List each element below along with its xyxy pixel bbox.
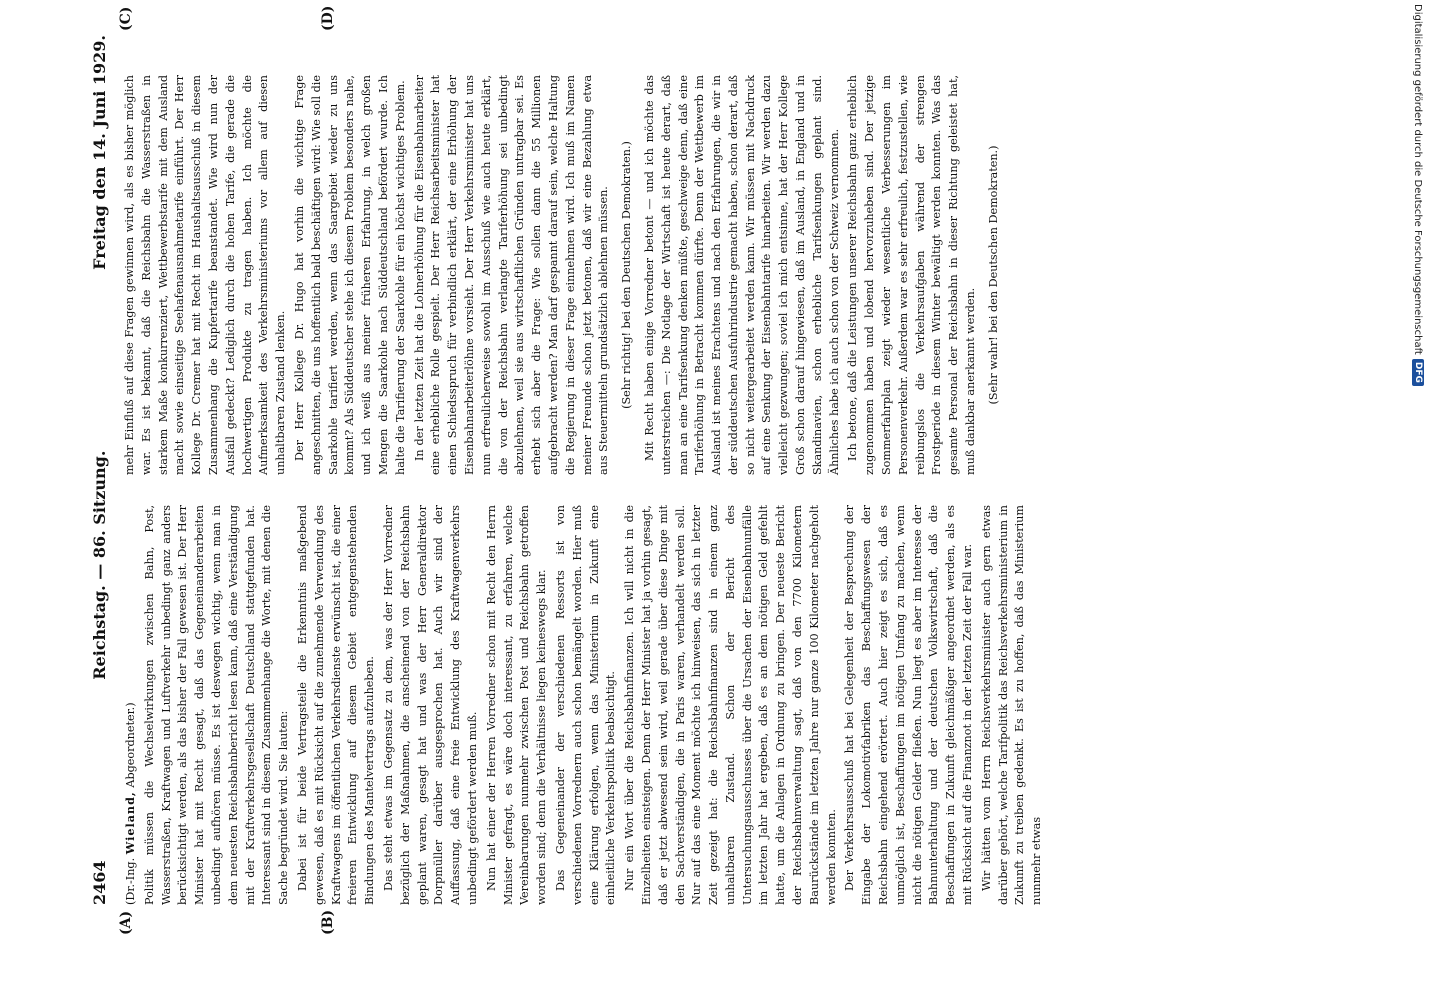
body-paragraph: Wir hätten vom Herrn Reichsverkehrsminister auch gern etwas darüber gehört, welche Tarifpolitik das Reichsverkehrsministerium in Zukunft zu treiben gedenkt. Es ist zu hoffen, daß das Ministerium nunmehr etwas xyxy=(979,505,1044,905)
body-paragraph: In der letzten Zeit hat die Lohnerhöhung für die Eisenbahnarbeiter eine erhebliche Rolle gespielt. Der Herr Reichsarbeitsminister hat einen Schiedsspruch für verbindlich erklärt, der eine Erhöhung der Eisenbahnarbeiterlöhne vorsieht. Der Herr Verkehrsminister hat uns nun erfreulicherweise sowohl im Ausschuß wie auch heute erklärt, die von der Reichsbahn verlangte Tariferhöhung sei unbedingt abzulehnen, weil sie aus wirtschaftlichen Gründen untragbar sei. Es erhebt sich aber die Frage: Wie sollen dann die 55 Millionen aufgebracht werden? Man darf gespannt darauf sein, welche Haltung die Regierung in dieser Frage einnehmen wird. Ich muß im Namen meiner Freunde schon jetzt betonen, daß wir eine Bezahlung etwa aus Steuermitteln grundsätzlich ablehnen müssen. xyxy=(412,75,611,475)
right-column xyxy=(122,75,1000,475)
speaker-line xyxy=(122,505,140,905)
body-paragraph: Ich betone, daß die Leistungen unserer Reichsbahn ganz erheblich zugenommen haben und lobend hervorzuheben sind. Der jetzige Sommerfahrplan zeigt wieder wesentliche Verbesserungen im Personenverkehr. Außerdem war es sehr erfreulich, festzustellen, wie reibungslos die Verkehrsaufgaben während der strengen Frostperiode in diesem Winter bewältigt werden konnten. Was das gesamte Personal der Reichsbahn in dieser Richtung geleistet hat, muß dankbar anerkannt werden. xyxy=(846,75,978,475)
page-header xyxy=(90,35,112,905)
body-paragraph: Der Verkehrsausschuß hat bei Gelegenheit der Besprechung der Eingabe der Lokomotivfabriken das Beschaffungswesen der Reichsbahn eingehend erörtert. Auch hier zeigt es sich, daß es unmöglich ist, Beschaffungen im nötigen Umfang zu machen, wenn nicht die nötigen Gelder fließen. Nun liegt es aber im Interesse der Bahnunterhaltung und der deutschen Volkswirtschaft, daß die Beschaffungen in Zukunft gleichmäßiger angeordnet werden, als es mit Rücksicht auf die Finanznot in der letzten Zeit der Fall war. xyxy=(843,505,975,905)
body-paragraph: Das steht etwas im Gegensatz zu dem, was der Herr Vorredner bezüglich der Maßnahmen, die anscheinend von der Reichsbahn geplant waren, gesagt hat und was der Herr Generaldirektor Dorpmüller darüber ausgesprochen hat. Auch wir sind der Auffassung, daß eine freie Entwicklung des Kraftwagenverkehrs unbedingt gefördert werden muß. xyxy=(381,505,479,905)
speaker-name: Wieland, xyxy=(123,791,137,855)
left-column xyxy=(122,505,1044,905)
margin-letter-a: (A) xyxy=(118,910,134,935)
credit-text: Digitalisierung gefördert durch die Deutsche Forschungsgemeinschaft xyxy=(1412,4,1424,355)
body-paragraph: Politik müssen die Wechselwirkungen zwischen Bahn, Post, Wasserstraßen, Kraftwagen und Luftverkehr unbedingt ganz anders berücksichtigt werden, als das bisher der Fall gewesen ist. Der Herr Minister hat mit Recht gesagt, daß das Gegeneinanderarbeiten unbedingt aufhören müsse. Es ist deswegen wichtig, wenn man in dem neuesten Reichsbahnbericht lesen kann, daß eine Verständigung mit der Kraftverkehrsgesellschaft Deutschland stattgefunden hat. Interessant sind in diesem Zusammenhange die Worte, mit denen die Sache begründet wird. Sie lauten: xyxy=(142,505,291,905)
body-paragraph: Das Gegeneinander der verschiedenen Ressorts ist von verschiedenen Vorrednern auch schon bemängelt worden. Hier muß eine Klärung erfolgen, wenn das Ministerium in Zukunft eine einheitliche Verkehrspolitik beabsichtigt. xyxy=(553,505,618,905)
page-number: 2464 xyxy=(90,860,109,905)
speaker-role: Abgeordneter.) xyxy=(124,702,137,788)
scanned-page xyxy=(90,5,1044,935)
body-paragraph: Mit Recht haben einige Vorredner betont — und ich möchte das unterstreichen —: Die Notlage der Wirtschaft ist heute derart, daß man an eine Tarifsenkung denken müßte, geschweige denn, daß eine Tariferhöhung in Betracht kommen dürfte. Denn der Wettbewerb im Ausland ist meines Erachtens und nach den Erfahrungen, die wir in der süddeutschen Ausfuhrindustrie gemacht haben, schon derart, daß so nicht weitergearbeitet werden kann. Wir müssen mit Nachdruck auf eine Senkung der Eisenbahntarife hinarbeiten. Wir werden dazu vielleicht gezwungen; soviel ich mich entsinne, hat der Herr Kollege Groß schon darauf hingewiesen, daß im Ausland, in England und in Skandinavien, schon erhebliche Tarifsenkungen geplant sind. Ähnliches habe ich auch schon von der Schweiz vernommen. xyxy=(642,75,841,475)
session-title: Reichstag. — 86. Sitzung. xyxy=(90,450,109,680)
speaker-intro: (Dr.-Ing. xyxy=(124,857,137,905)
applause-note: (Sehr richtig! bei den Deutschen Demokraten.) xyxy=(620,141,634,409)
body-paragraph: mehr Einfluß auf diese Fragen gewinnen wird, als es bisher möglich war. Es ist bekannt, daß die Reichsbahn die Wasserstraßen in starkem Maße konkurrenziert, Wettbewerbstarife mit dem Ausland macht sowie einseitige Seehafenausnahmetarife einführt. Der Herr Kollege Dr. Cremer hat mit Recht im Haushaltsausschuß in diesem Zusammenhang die Kupfertarife beanstandet. Wie wird nun der Ausfall gedeckt? Lediglich durch die hohen Tarife, die gerade die hochwertigen Produkte zu tragen haben. Ich möchte die Aufmerksamkeit des Verkehrsministeriums vor allem auf diesen unhaltbaren Zustand lenken. xyxy=(123,75,288,475)
margin-letter-d: (D) xyxy=(320,5,336,31)
body-paragraph: Nur ein Wort über die Reichsbahnfinanzen. Ich will nicht in die Einzelheiten einsteigen. Denn der Herr Minister hat ja vorhin gesagt, daß er jetzt abwesend sein wird, weil gerade über diese Dinge mit den Sachverständigen, die in Paris waren, verhandelt werden soll. Nur auf das eine Moment möchte ich hinweisen, das sich in letzter Zeit gezeigt hat: die Reichsbahnfinanzen sind in einem ganz unhaltbaren Zustand. Schon der Bericht des Untersuchungsausschusses über die Ursachen der Eisenbahnunfälle im letzten Jahr hat ergeben, daß es an dem nötigen Geld gefehlt hatte, um die Anlagen in Ordnung zu bringen. Der neueste Bericht der Reichsbahnverwaltung sagt, daß von den 7700 Kilometern Baurückstände im letzten Jahre nur ganze 100 Kilometer nachgeholt werden konnten. xyxy=(623,505,838,905)
quoted-paragraph: Dabei ist für beide Vertragsteile die Erkenntnis maßgebend gewesen, daß es mit Rücksicht auf die zunehmende Verwendung des Kraftwagens im öffentlichen Verkehrsdienste erwünscht ist, die einer freieren Entwicklung auf diesem Gebiet entgegenstehenden Bindungen des Mantelvertrags aufzuheben. xyxy=(295,505,377,905)
digitization-credit xyxy=(1408,4,1428,996)
applause-note: (Sehr wahr! bei den Deutschen Demokraten.) xyxy=(986,145,1000,405)
body-paragraph: Nun hat einer der Herren Vorredner schon mit Recht den Herrn Minister gefragt, es wäre doch interessant, zu erfahren, welche Vereinbarungen nunmehr zwischen Post und Reichsbahn getroffen worden sind; denn die Verhältnisse liegen keineswegs klar. xyxy=(484,505,549,905)
body-paragraph: Der Herr Kollege Dr. Hugo hat vorhin die wichtige Frage angeschnitten, die uns hoffentlich bald beschäftigen wird: Wie soll die Saarkohle tarifiert werden, wenn das Saargebiet wieder zu uns kommt? Als Süddeutscher stehe ich diesem Problem besonders nahe, und ich weiß aus meiner früheren Erfahrung, in welch großen Mengen die Saarkohle nach Süddeutschland befördert wurde. Ich halte die Tarifierung der Saarkohle für ein höchst wichtiges Problem. xyxy=(292,75,407,475)
session-date: Freitag den 14. Juni 1929. xyxy=(90,35,109,270)
margin-letter-c: (C) xyxy=(118,6,134,31)
dfg-logo: DFG xyxy=(1412,359,1424,386)
margin-letter-b: (B) xyxy=(320,909,336,935)
